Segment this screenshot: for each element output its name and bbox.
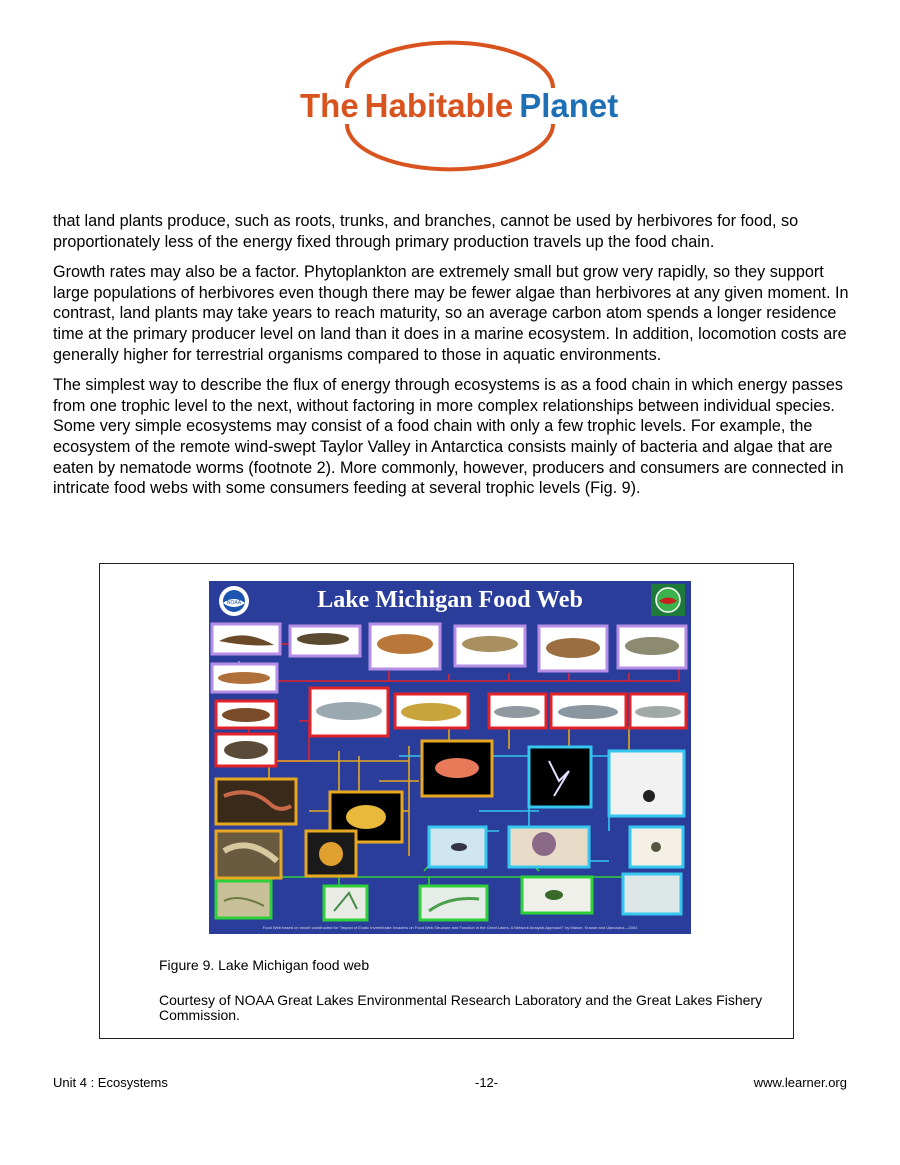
figure-caption-block — [159, 958, 779, 1023]
figure-caption: Figure 9. Lake Michigan food web — [159, 957, 370, 973]
figure-frame — [99, 563, 794, 1039]
noaa-emblem — [219, 586, 249, 616]
paragraph: that land plants produce, such as roots, trunks, and branches, cannot be used by herbivores for food, so proportionately less of the energy fixed through primary production travels up the food chain. — [53, 212, 799, 251]
body-text — [53, 211, 853, 509]
footer-unit: Unit 4 : Ecosystems — [53, 1075, 168, 1090]
logo-wordmark: The Habitable Planet — [300, 87, 619, 124]
paragraph: The simplest way to describe the flux of energy through ecosystems is as a food chain in which energy passes from one trophic level to the next, without factoring in more complex relationships between individual species. Some very simple ecosystems may consist of a food chain with only a few trophic levels. For example, the ecosystem of the remote wind-swept Taylor Valley in Antarctica consists mainly of bacteria and algae that are eaten by nematode worms (footnote 2). More commonly, however, producers and consumers are connected in intricate food webs with some consumers feeding at several trophic levels (Fig. 9). — [53, 376, 844, 498]
paragraph: Growth rates may also be a factor. Phytoplankton are extremely small but grow very rapidly, so they support large populations of herbivores even though there may be fewer algae than herbivores at any given moment. In contrast, land plants may take years to reach maturity, so an average carbon atom spends a longer residence time at the primary producer level on land than it does in a marine ecosystem. In addition, locomotion costs are generally higher for terrestrial organisms compared to those in aquatic environments. — [53, 263, 849, 364]
food-web-image — [209, 581, 691, 934]
figure-credit: Courtesy of NOAA Great Lakes Environmental Research Laboratory and the Great Lakes Fishery Commission. — [159, 992, 763, 1023]
footer-page-number: -12- — [475, 1075, 499, 1090]
page-footer — [53, 1075, 847, 1093]
logo-arc-bottom — [347, 124, 553, 169]
food-web-title: Lake Michigan Food Web — [317, 587, 583, 613]
footer-url: www.learner.org — [753, 1075, 847, 1090]
habitable-planet-logo — [300, 52, 619, 164]
logo-arc-top — [347, 43, 553, 88]
food-web-footnote: Food Web based on model constructed for "Impact of Exotic Invertebrate Invaders on Food Web Structure and Function in the Great Lakes: A Network Analysis Approach" by Mason, Krause and Ulanowicz—2002 — [262, 925, 638, 930]
fishery-commission-emblem — [651, 584, 685, 616]
svg-text:NOAA: NOAA — [226, 600, 242, 606]
